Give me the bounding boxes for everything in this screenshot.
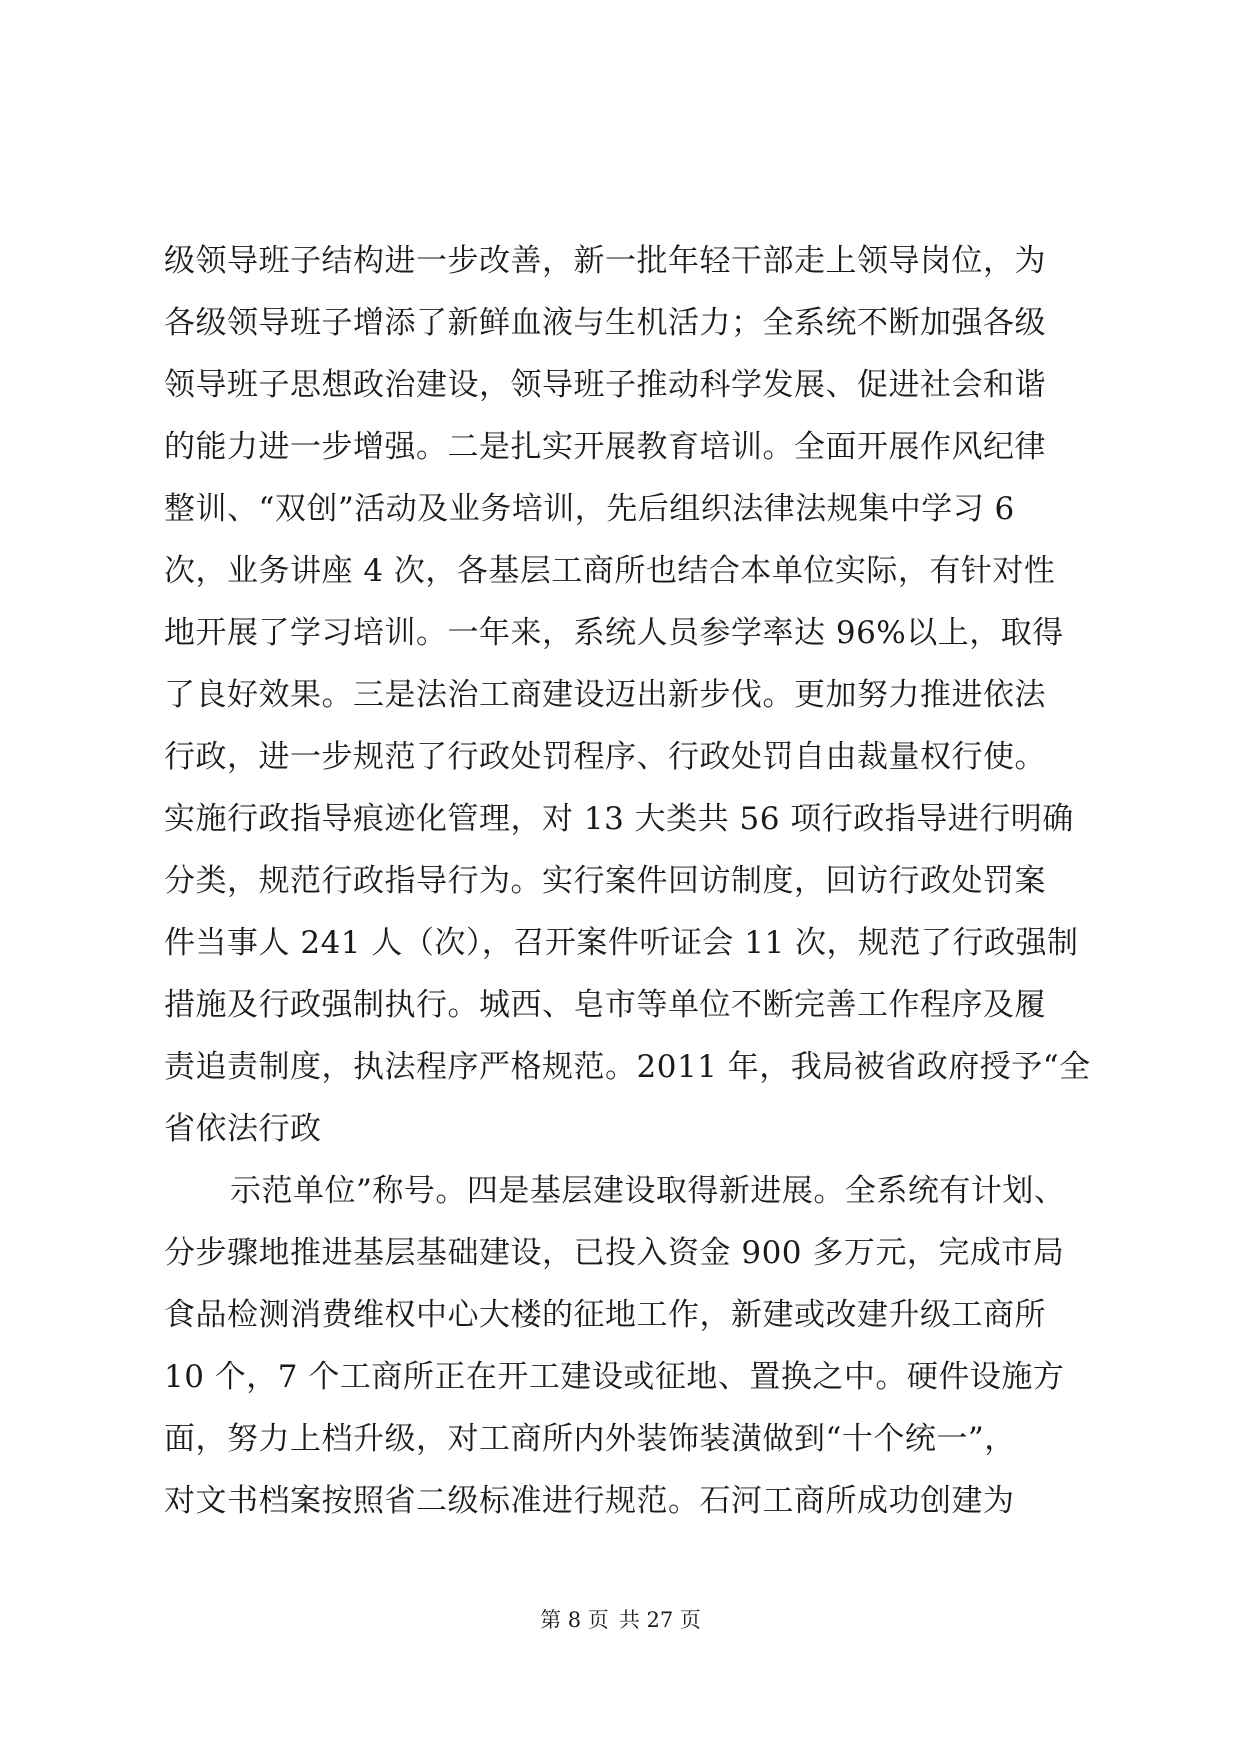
text-line: 省依法行政 [164, 1111, 322, 1147]
text-line: 地开展了学习培训。一年来，系统人员参学率达 96%以上，取得 [164, 615, 1064, 651]
page-total: 共 27 页 [618, 1608, 701, 1632]
text-line: 分类，规范行政指导行为。实行案件回访制度，回访行政处罚案 [164, 863, 1046, 899]
paragraph-start-line: 示范单位”称号。四是基层建设取得新进展。全系统有计划、 [230, 1173, 1066, 1209]
text-line: 10 个，7 个工商所正在开工建设或征地、置换之中。硬件设施方 [164, 1359, 1065, 1395]
text-line: 的能力进一步增强。二是扎实开展教育培训。全面开展作风纪律 [164, 429, 1046, 465]
page-footer [0, 1605, 1241, 1635]
body-text [164, 230, 1094, 1532]
text-line: 分步骤地推进基层基础建设，已投入资金 900 多万元，完成市局 [164, 1235, 1065, 1271]
text-line: 各级领导班子增添了新鲜血液与生机活力；全系统不断加强各级 [164, 305, 1046, 341]
text-line: 次，业务讲座 4 次，各基层工商所也结合本单位实际，有针对性 [164, 553, 1056, 589]
text-line: 了良好效果。三是法治工商建设迈出新步伐。更加努力推进依法 [164, 677, 1046, 713]
text-line: 食品检测消费维权中心大楼的征地工作，新建或改建升级工商所 [164, 1297, 1046, 1333]
text-line: 整训、“双创”活动及业务培训，先后组织法律法规集中学习 6 [164, 491, 1015, 527]
text-line: 领导班子思想政治建设，领导班子推动科学发展、促进社会和谐 [164, 367, 1046, 403]
text-line: 行政，进一步规范了行政处罚程序、行政处罚自由裁量权行使。 [164, 739, 1046, 775]
page-number: 第 8 页 [540, 1608, 609, 1632]
text-line: 对文书档案按照省二级标准进行规范。石河工商所成功创建为 [164, 1483, 1015, 1519]
text-line: 件当事人 241 人（次），召开案件听证会 11 次，规范了行政强制 [164, 925, 1079, 961]
text-line: 措施及行政强制执行。城西、皂市等单位不断完善工作程序及履 [164, 987, 1046, 1023]
text-line: 级领导班子结构进一步改善，新一批年轻干部走上领导岗位，为 [164, 243, 1046, 279]
text-line: 实施行政指导痕迹化管理，对 13 大类共 56 项行政指导进行明确 [164, 801, 1074, 837]
text-line: 责追责制度，执法程序严格规范。2011 年，我局被省政府授予“全 [164, 1049, 1091, 1085]
text-line: 面，努力上档升级，对工商所内外装饰装潢做到“十个统一”， [164, 1421, 1016, 1457]
